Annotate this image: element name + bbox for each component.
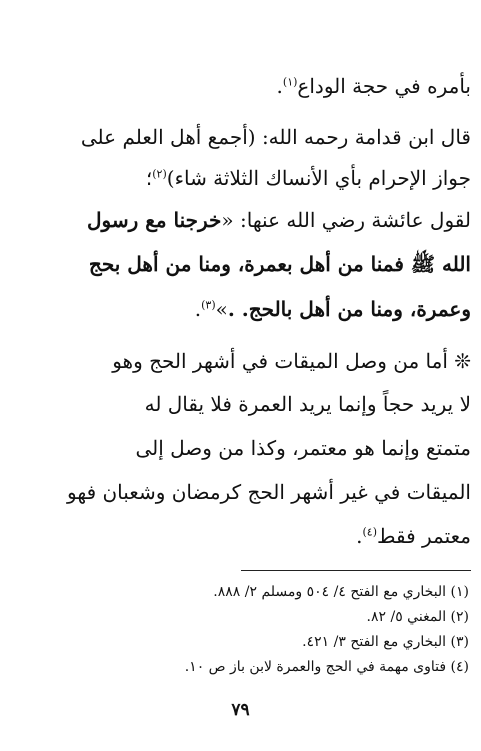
text-line (0, 66, 471, 106)
text-line (0, 341, 471, 381)
text-segment: بأمره في حجة الوداع (297, 74, 471, 98)
hadith-text: فمنا من أهل بعمرة، ومنا من أهل بحج (88, 252, 404, 276)
text-line (0, 117, 471, 157)
hadith-text: خرجنا مع رسول (86, 208, 222, 232)
footnote-divider (241, 570, 471, 571)
text-line (0, 428, 471, 468)
text-line (0, 516, 471, 556)
text-segment: جواز الإحرام بأي الأنساك الثلاثة شاء) (166, 166, 471, 190)
footnote-ref: (٢) (152, 167, 167, 181)
footnote: (٢) المغني ٥/ ٨٢. (366, 609, 469, 625)
footnote: (١) البخاري مع الفتح ٤/ ٥٠٤ ومسلم ٢/ ٨٨٨. (213, 584, 469, 600)
text-segment: . (356, 524, 363, 548)
text-line (0, 158, 471, 198)
text-line (0, 289, 471, 329)
text-segment: الميقات في غير أشهر الحج كرمضان وشعبان فهو (67, 480, 471, 504)
footnote-ref: (١) (282, 75, 298, 89)
text-segment: . (194, 297, 202, 321)
text-segment: » (215, 297, 228, 321)
text-line (0, 244, 471, 284)
text-segment: لقول عائشة رضي الله عنها: « (221, 208, 471, 232)
text-segment: ❊ أما من وصل الميقات في أشهر الحج وهو (112, 349, 471, 373)
footnote-ref: (٤) (362, 525, 377, 539)
footnote-ref: (٣) (201, 298, 216, 312)
hadith-text: الله ﷺ (403, 252, 471, 276)
text-segment: . (276, 74, 283, 98)
text-segment: لا يريد حجاً وإنما يريد العمرة فلا يقال له (144, 392, 471, 416)
text-segment: متمتع وإنما هو معتمر، وكذا من وصل إلى (135, 436, 471, 460)
footnote: (٤) فتاوى مهمة في الحج والعمرة لابن باز ص ١٠. (184, 659, 469, 675)
hadith-text: وعمرة، ومنا من أهل بالحج. . (227, 297, 471, 321)
footnote: (٣) البخاري مع الفتح ٣/ ٤٢١. (302, 634, 469, 650)
text-segment: ؛ (145, 166, 153, 190)
text-line (0, 384, 471, 424)
text-segment: قال ابن قدامة رحمه الله: (أجمع أهل العلم على (80, 125, 471, 149)
text-line (0, 472, 471, 512)
page-number: ٧٩ (231, 700, 250, 720)
text-line (0, 200, 471, 240)
text-segment: معتمر فقط (376, 524, 471, 548)
